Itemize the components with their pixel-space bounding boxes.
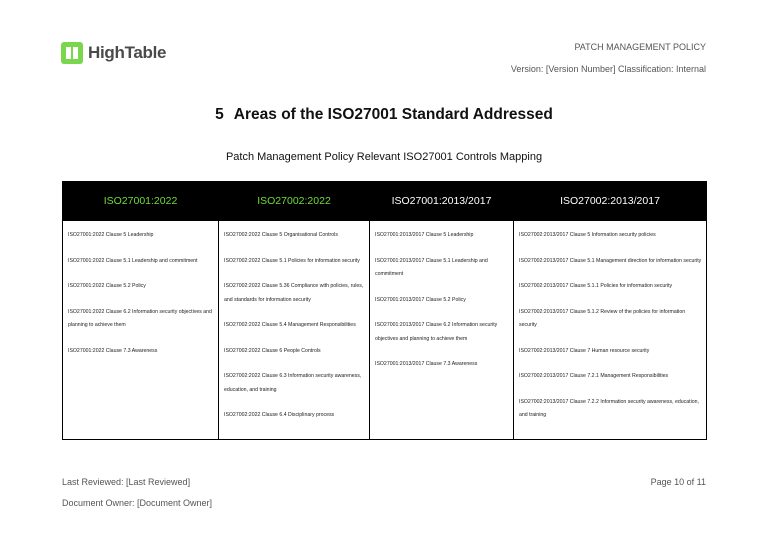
table-cell	[514, 221, 707, 440]
section-heading	[0, 106, 768, 124]
page-number: Page 10 of 11	[650, 477, 706, 487]
clause-item: ISO27002:2022 Clause 6.4 Disciplinary process	[224, 412, 335, 418]
hightable-logo-icon	[61, 42, 83, 64]
clause-item: ISO27001:2022 Clause 5.2 Policy	[68, 283, 146, 289]
clause-item: ISO27001:2022 Clause 5 Leadership	[68, 232, 154, 238]
table-cell	[219, 221, 370, 440]
column-header-iso27002-2013: ISO27002:2013/2017	[514, 182, 707, 221]
clause-item: ISO27002:2013/2017 Clause 7.2.2 Information security awareness, education, and training	[519, 398, 699, 418]
clause-item: ISO27001:2013/2017 Clause 7.3 Awareness	[375, 361, 478, 367]
clause-item: ISO27002:2022 Clause 5.1 Policies for information security	[224, 257, 360, 264]
clause-item: ISO27001:2013/2017 Clause 6.2 Information security objectives and planning to achieve them	[375, 322, 498, 342]
column-header-iso27001-2013: ISO27001:2013/2017	[370, 182, 514, 221]
clause-item: ISO27002:2022 Clause 5.36 Compliance with policies, rules, and standards for information security	[224, 283, 364, 303]
clause-item: ISO27002:2022 Clause 6.3 Information security awareness, education, and training	[224, 373, 362, 393]
logo-text: HighTable	[88, 43, 167, 62]
table-cell	[63, 221, 219, 440]
controls-mapping-table	[62, 181, 707, 440]
column-header-iso27002-2022: ISO27002:2022	[219, 182, 370, 221]
table-cell	[370, 221, 514, 440]
clause-item: ISO27001:2022 Clause 6.2 Information security objectives and planning to achieve them	[68, 308, 212, 328]
table-header-row	[63, 182, 707, 221]
document-owner: Document Owner: [Document Owner]	[62, 498, 213, 508]
table-row	[63, 221, 707, 440]
clause-item: ISO27002:2022 Clause 5.4 Management Responsibilities	[224, 322, 356, 328]
column-header-iso27001-2022: ISO27001:2022	[63, 182, 219, 221]
clause-item: ISO27002:2013/2017 Clause 7.2.1 Management Responsibilities	[519, 373, 669, 379]
version-classification: Version: [Version Number] Classification: Internal	[510, 64, 706, 74]
clause-item: ISO27002:2013/2017 Clause 5 Information security policies	[519, 232, 656, 238]
clause-item: ISO27002:2022 Clause 5 Organisational Controls	[224, 232, 338, 238]
section-title: Areas of the ISO27001 Standard Addressed	[233, 106, 553, 123]
clause-item: ISO27001:2013/2017 Clause 5 Leadership	[375, 232, 474, 238]
document-title: PATCH MANAGEMENT POLICY	[574, 42, 706, 52]
clause-item: ISO27001:2022 Clause 7.3 Awareness	[68, 347, 158, 354]
clause-item: ISO27002:2013/2017 Clause 5.1.1 Policies for information security	[519, 283, 673, 289]
clause-item: ISO27002:2013/2017 Clause 5.1.2 Review of the policies for information security	[519, 308, 686, 328]
section-number: 5	[215, 106, 224, 123]
clause-item: ISO27001:2022 Clause 5.1 Leadership and commitment	[68, 257, 198, 264]
clause-item: ISO27002:2022 Clause 6 People Controls	[224, 347, 321, 354]
last-reviewed: Last Reviewed: [Last Reviewed]	[62, 477, 191, 487]
section-subtitle: Patch Management Policy Relevant ISO27001 Controls Mapping	[225, 151, 543, 163]
clause-item: ISO27001:2013/2017 Clause 5.2 Policy	[375, 296, 466, 303]
clause-item: ISO27001:2013/2017 Clause 5.1 Leadership and commitment	[375, 257, 488, 277]
hightable-logo	[61, 42, 166, 64]
clause-item: ISO27002:2013/2017 Clause 5.1 Management direction for information security	[519, 257, 702, 264]
clause-item: ISO27002:2013/2017 Clause 7 Human resource security	[519, 347, 650, 354]
